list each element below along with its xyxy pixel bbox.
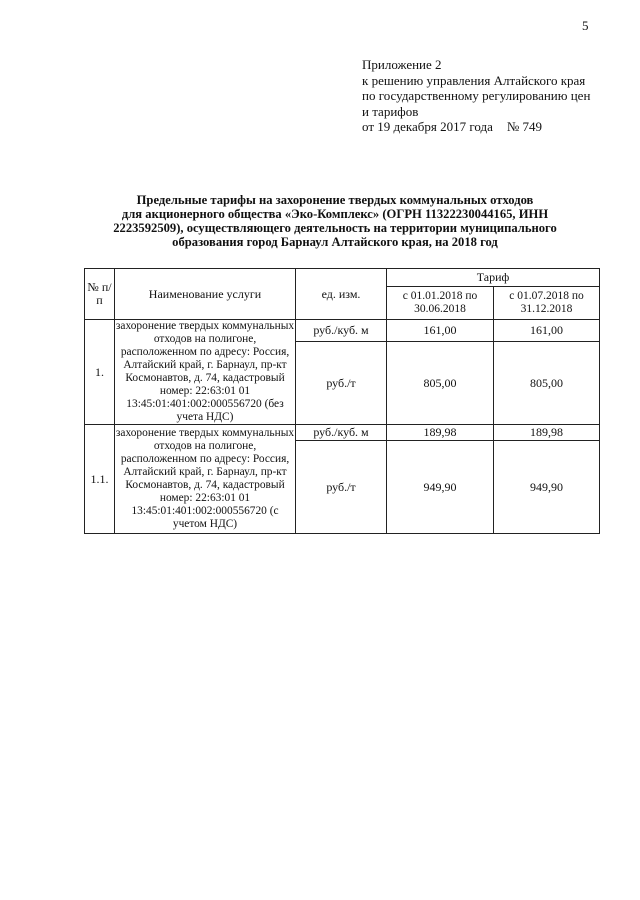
tariff-cell: 189,98 [387,425,494,441]
unit-cell: руб./куб. м [296,320,387,342]
header-num: № п/п [85,269,115,320]
unit-cell: руб./т [296,441,387,534]
tariff-cell: 949,90 [387,441,494,534]
unit-cell: руб./куб. м [296,425,387,441]
service-description: захоронение твердых коммунальных отходов на полигоне, расположенном по адресу: Россия, Алтайский край, г. Барнаул, пр-кт Космонавтов, д. 74, кадастровый номер: 22:63:01 01 13:45:01:401:002:000556720 (с учетом НДС) [115,425,296,534]
page-number: 5 [582,18,589,33]
table-header-row [85,269,600,287]
tariff-table [84,268,600,534]
header-service: Наименование услуги [115,269,296,320]
unit-cell: руб./т [296,342,387,425]
title-line: 2223592509), осуществляющего деятельность на территории муниципального [113,221,557,235]
table-row [85,425,600,441]
tariff-cell: 161,00 [494,320,600,342]
table-row [85,320,600,342]
tariff-cell: 189,98 [494,425,600,441]
appendix-date: от 19 декабря 2017 года [362,119,493,134]
title-line: Предельные тарифы на захоронение твердых коммунальных отходов [136,193,534,207]
header-period-2: с 01.07.2018 по 31.12.2018 [494,287,600,320]
service-description: захоронение твердых коммунальных отходов на полигоне, расположенном по адресу: Россия, Алтайский край, г. Барнаул, пр-кт Космонавтов, д. 74, кадастровый номер: 22:63:01 01 13:45:01:401:002:000556720 (без учета НДС) [115,320,295,423]
header-period-1: с 01.01.2018 по 30.06.2018 [387,287,494,320]
appendix-line: и тарифов [362,103,419,119]
document-title [104,193,566,249]
title-line: образования город Барнаул Алтайского края, на 2018 год [172,235,498,249]
tariff-cell: 949,90 [494,441,600,534]
appendix-block [362,57,590,135]
tariff-cell: 805,00 [387,342,494,425]
header-tariff: Тариф [387,269,600,287]
title-line: для акционерного общества «Эко-Комплекс» (ОГРН 11322230044165, ИНН [121,207,549,221]
tariff-cell: 805,00 [494,342,600,425]
appendix-line: к решению управления Алтайского края [362,72,586,88]
appendix-number: № 749 [506,119,543,134]
header-unit: ед. изм. [296,269,387,320]
appendix-line: Приложение 2 [362,57,442,72]
row-number: 1.1. [85,425,115,534]
appendix-line: по государственному регулированию цен [362,88,591,103]
row-number: 1. [85,320,115,425]
tariff-cell: 161,00 [387,320,494,342]
appendix-date-line [362,119,590,135]
